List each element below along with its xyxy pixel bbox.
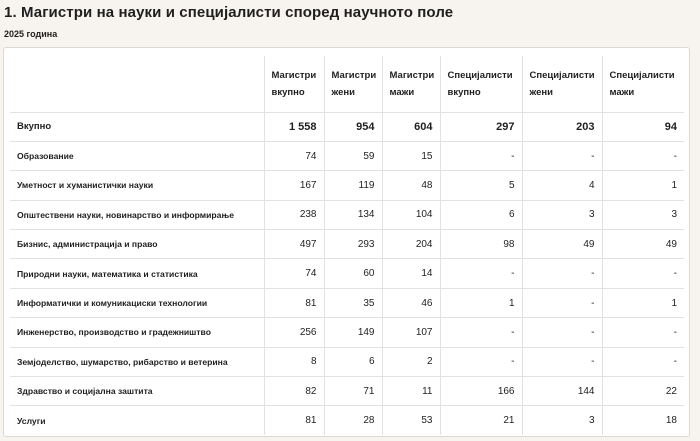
cell-value: 6 — [440, 200, 522, 229]
table-row — [10, 171, 684, 200]
cell-value: 954 — [324, 112, 382, 141]
cell-value: - — [522, 347, 602, 376]
column-header: Специјалисти мажи — [602, 56, 684, 112]
cell-value: 2 — [382, 347, 440, 376]
cell-value: 256 — [264, 318, 324, 347]
cell-value: 11 — [382, 377, 440, 406]
table-row — [10, 406, 684, 435]
data-table — [10, 56, 684, 435]
cell-value: 3 — [522, 200, 602, 229]
cell-value: 134 — [324, 200, 382, 229]
cell-value: 46 — [382, 288, 440, 317]
cell-value: 60 — [324, 259, 382, 288]
cell-value: - — [522, 259, 602, 288]
row-label: Образование — [10, 141, 264, 170]
cell-value: 1 558 — [264, 112, 324, 141]
cell-value: 167 — [264, 171, 324, 200]
table-header-row — [10, 56, 684, 112]
cell-value: - — [602, 141, 684, 170]
table-row — [10, 230, 684, 259]
cell-value: - — [602, 259, 684, 288]
cell-value: 15 — [382, 141, 440, 170]
table-row — [10, 318, 684, 347]
column-header: Специјалисти вкупно — [440, 56, 522, 112]
page-title: 1. Магистри на науки и специјалисти според научното поле — [4, 4, 454, 21]
table-row — [10, 347, 684, 376]
cell-value: 81 — [264, 288, 324, 317]
column-header: Магистри жени — [324, 56, 382, 112]
cell-value: 28 — [324, 406, 382, 435]
cell-value: - — [522, 288, 602, 317]
cell-value: 5 — [440, 171, 522, 200]
cell-value: 166 — [440, 377, 522, 406]
cell-value: 204 — [382, 230, 440, 259]
cell-value: 1 — [440, 288, 522, 317]
row-label: Вкупно — [10, 112, 264, 141]
cell-value: 94 — [602, 112, 684, 141]
cell-value: 144 — [522, 377, 602, 406]
cell-value: - — [522, 318, 602, 347]
cell-value: 71 — [324, 377, 382, 406]
header-label-cell — [10, 56, 264, 112]
cell-value: 104 — [382, 200, 440, 229]
cell-value: 293 — [324, 230, 382, 259]
cell-value: 53 — [382, 406, 440, 435]
table-row — [10, 200, 684, 229]
table-row — [10, 259, 684, 288]
cell-value: 74 — [264, 141, 324, 170]
table-card — [3, 47, 690, 437]
cell-value: 98 — [440, 230, 522, 259]
cell-value: 49 — [602, 230, 684, 259]
cell-value: - — [522, 141, 602, 170]
cell-value: 119 — [324, 171, 382, 200]
column-header: Магистри мажи — [382, 56, 440, 112]
cell-value: 3 — [602, 200, 684, 229]
cell-value: 74 — [264, 259, 324, 288]
cell-value: 1 — [602, 171, 684, 200]
cell-value: 82 — [264, 377, 324, 406]
cell-value: 14 — [382, 259, 440, 288]
row-label: Општествени науки, новинарство и информирање — [10, 200, 264, 229]
cell-value: 59 — [324, 141, 382, 170]
page-subtitle: 2025 година — [4, 29, 58, 39]
cell-value: 203 — [522, 112, 602, 141]
cell-value: - — [440, 141, 522, 170]
column-header: Специјалисти жени — [522, 56, 602, 112]
cell-value: 8 — [264, 347, 324, 376]
table-row — [10, 288, 684, 317]
cell-value: 81 — [264, 406, 324, 435]
row-label: Земјоделство, шумарство, рибарство и ветерина — [10, 347, 264, 376]
cell-value: 49 — [522, 230, 602, 259]
cell-value: 604 — [382, 112, 440, 141]
row-label: Информатички и комуникациски технологии — [10, 288, 264, 317]
cell-value: 107 — [382, 318, 440, 347]
cell-value: 22 — [602, 377, 684, 406]
row-label: Бизнис, администрација и право — [10, 230, 264, 259]
cell-value: 48 — [382, 171, 440, 200]
column-header: Магистри вкупно — [264, 56, 324, 112]
row-label: Услуги — [17, 415, 46, 426]
row-label: Уметност и хуманистички науки — [10, 171, 264, 200]
table-row — [10, 141, 684, 170]
cell-value: 6 — [324, 347, 382, 376]
cell-value: - — [440, 318, 522, 347]
cell-value: 18 — [602, 406, 684, 435]
cell-value: 297 — [440, 112, 522, 141]
cell-value: - — [440, 259, 522, 288]
cell-value: 497 — [264, 230, 324, 259]
cell-value: 238 — [264, 200, 324, 229]
cell-value: 4 — [522, 171, 602, 200]
cell-value: 3 — [522, 406, 602, 435]
cell-value: - — [440, 347, 522, 376]
row-label: Здравство и социјална заштита — [10, 377, 264, 406]
table-row — [10, 377, 684, 406]
cell-value: 1 — [602, 288, 684, 317]
cell-value: 149 — [324, 318, 382, 347]
table-row-total — [10, 112, 684, 141]
cell-value: - — [602, 347, 684, 376]
cell-value: 35 — [324, 288, 382, 317]
row-label: Природни науки, математика и статистика — [10, 259, 264, 288]
table-body — [10, 112, 684, 435]
cell-value: - — [602, 318, 684, 347]
cell-value: 21 — [440, 406, 522, 435]
row-label: Инженерство, производство и градежништво — [10, 318, 264, 347]
